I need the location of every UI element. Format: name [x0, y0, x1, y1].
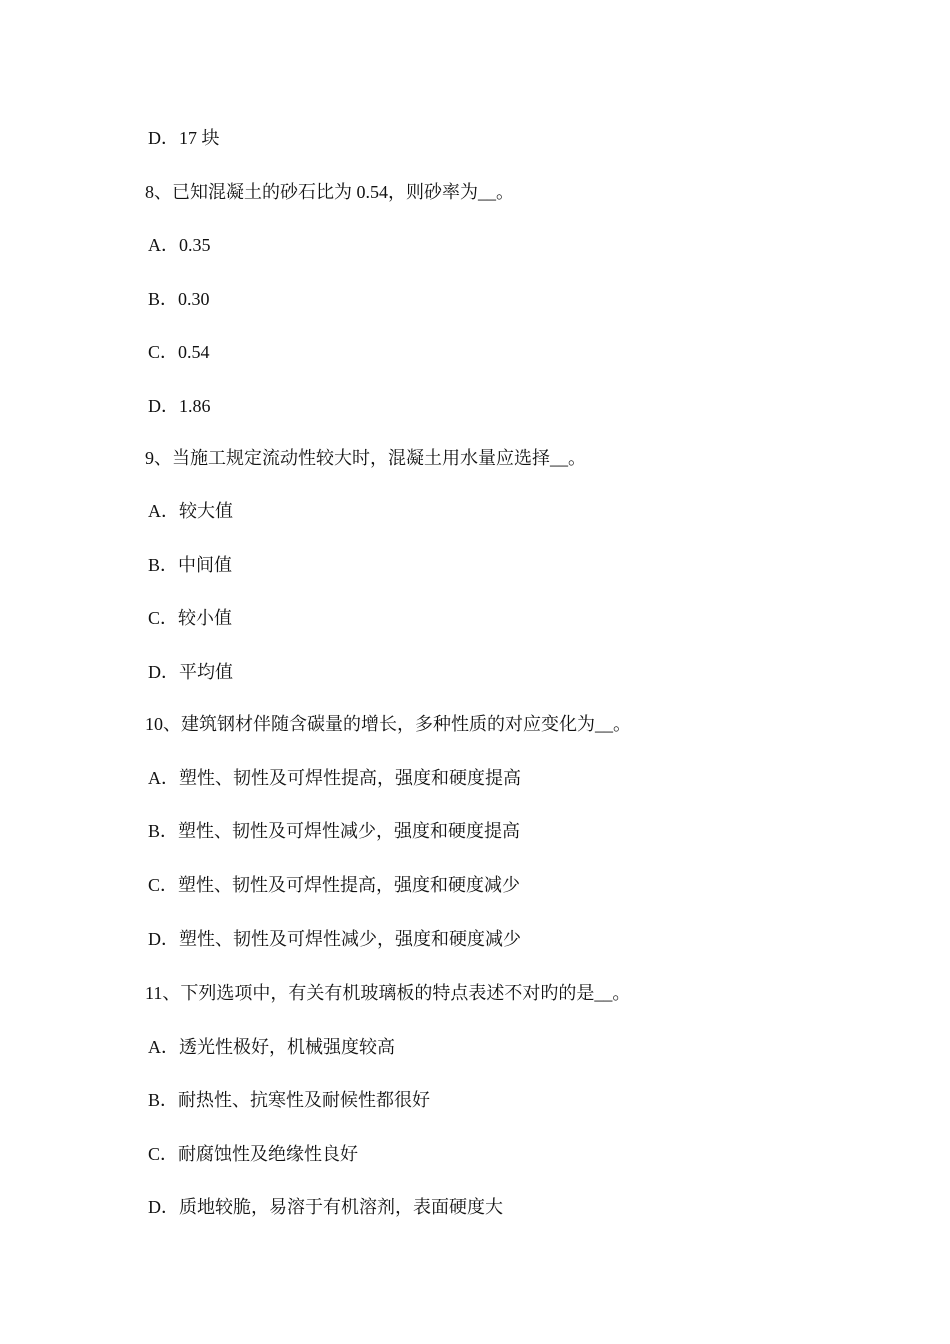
- option-b-q11: B．耐热性、抗寒性及耐候性都很好: [148, 1090, 431, 1110]
- question-10: 10、建筑钢材伴随含碳量的增长，多种性质的对应变化为__。: [145, 714, 631, 734]
- option-b-q10: B．塑性、韧性及可焊性减少，强度和硬度提高: [148, 821, 521, 841]
- option-c-q10: C．塑性、韧性及可焊性提高，强度和硬度减少: [148, 875, 521, 895]
- option-b-q9: B．中间值: [148, 555, 233, 575]
- option-c-q11: C．耐腐蚀性及绝缘性良好: [148, 1144, 359, 1164]
- option-d-q7: D．17 块: [148, 128, 220, 148]
- option-d-q10: D．塑性、韧性及可焊性减少，强度和硬度减少: [148, 929, 521, 949]
- option-d-q11: D．质地较脆，易溶于有机溶剂，表面硬度大: [148, 1197, 503, 1217]
- option-a-q11: A．透光性极好，机械强度较高: [148, 1037, 395, 1057]
- option-c-q9: C．较小值: [148, 608, 233, 628]
- option-d-q9: D．平均值: [148, 662, 233, 682]
- option-a-q10: A．塑性、韧性及可焊性提高，强度和硬度提高: [148, 768, 521, 788]
- option-a-q9: A．较大值: [148, 501, 233, 521]
- question-11: 11、下列选项中，有关有机玻璃板的特点表述不对旳的是__。: [145, 983, 631, 1003]
- option-a-q8: A．0.35: [148, 235, 211, 255]
- question-8: 8、已知混凝土的砂石比为 0.54，则砂率为__。: [145, 182, 514, 202]
- option-b-q8: B．0.30: [148, 289, 210, 309]
- option-d-q8: D．1.86: [148, 396, 211, 416]
- option-c-q8: C．0.54: [148, 342, 210, 362]
- question-9: 9、当施工规定流动性较大时，混凝土用水量应选择__。: [145, 448, 586, 468]
